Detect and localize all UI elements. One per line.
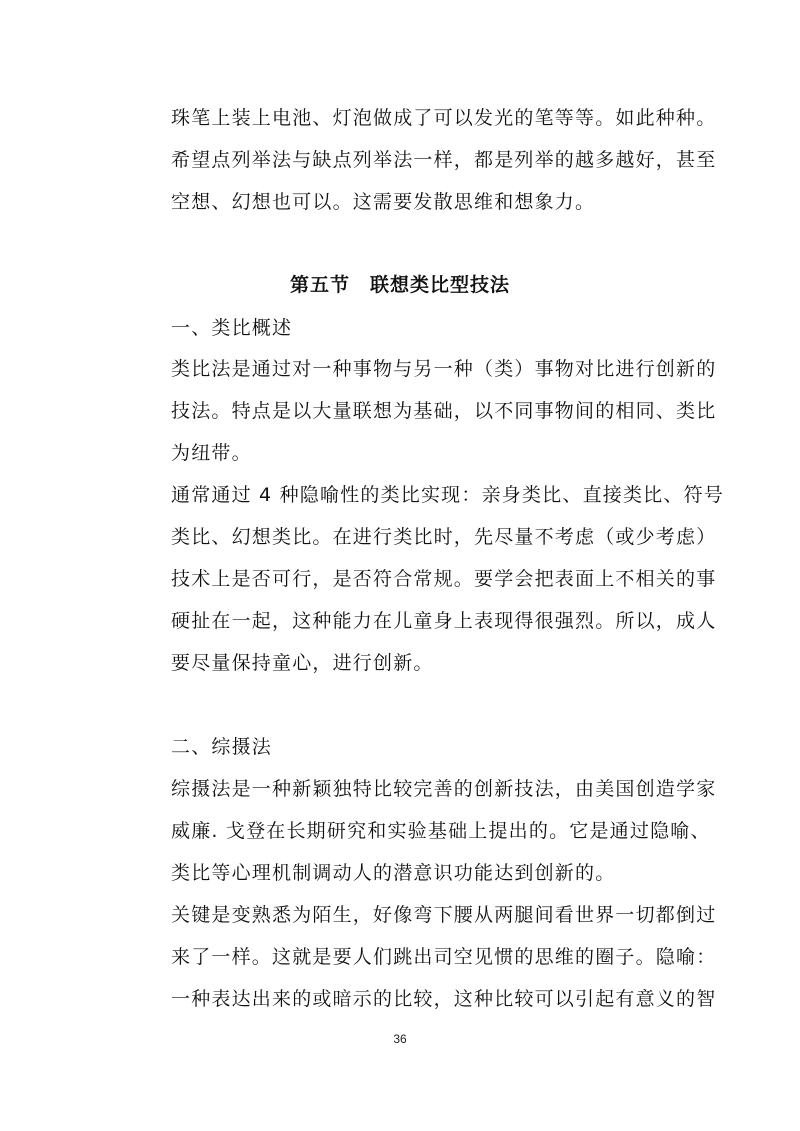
text-line: 威廉. 戈登在长期研究和实验基础上提出的。它是通过隐喻、 (171, 820, 711, 842)
text-line: 空想、幻想也可以。这需要发散思维和想象力。 (171, 191, 596, 213)
text-line: 硬扯在一起，这种能力在儿童身上表现得很强烈。所以，成人 (171, 610, 717, 632)
text-line: 技术上是否可行，是否符合常规。要学会把表面上不相关的事 (171, 568, 717, 590)
text-line: 希望点列举法与缺点列举法一样，都是列举的越多越好，甚至 (171, 149, 717, 171)
subsection-heading: 一、类比概述 (171, 317, 293, 339)
text-line: 类比等心理机制调动人的潜意识功能达到创新的。 (171, 862, 616, 884)
text-line: 来了一样。这就是要人们跳出司空见惯的思维的圈子。隐喻： (171, 946, 717, 968)
page-number: 36 (393, 1032, 407, 1046)
subsection-heading: 二、综摄法 (171, 736, 273, 758)
text-line: 类比法是通过对一种事物与另一种（类）事物对比进行创新的 (171, 358, 717, 380)
text-line: 关键是变熟悉为陌生，好像弯下腰从两腿间看世界一切都倒过 (171, 904, 717, 926)
text-line: 为纽带。 (171, 442, 252, 464)
section-title: 第五节 联想类比型技法 (289, 274, 510, 296)
text-line: 类比、幻想类比。在进行类比时，先尽量不考虑（或少考虑） (171, 526, 717, 548)
text-line: 珠笔上装上电池、灯泡做成了可以发光的笔等等。如此种种。 (171, 107, 717, 129)
text-line: 一种表达出来的或暗示的比较，这种比较可以引起有意义的智 (171, 988, 717, 1010)
text-line: 要尽量保持童心，进行创新。 (171, 652, 434, 674)
text-line: 通常通过 4 种隐喻性的类比实现：亲身类比、直接类比、符号 (171, 484, 724, 506)
text-line: 技法。特点是以大量联想为基础，以不同事物间的相同、类比 (171, 400, 717, 422)
text-line: 综摄法是一种新颖独特比较完善的创新技法，由美国创造学家 (171, 778, 717, 800)
